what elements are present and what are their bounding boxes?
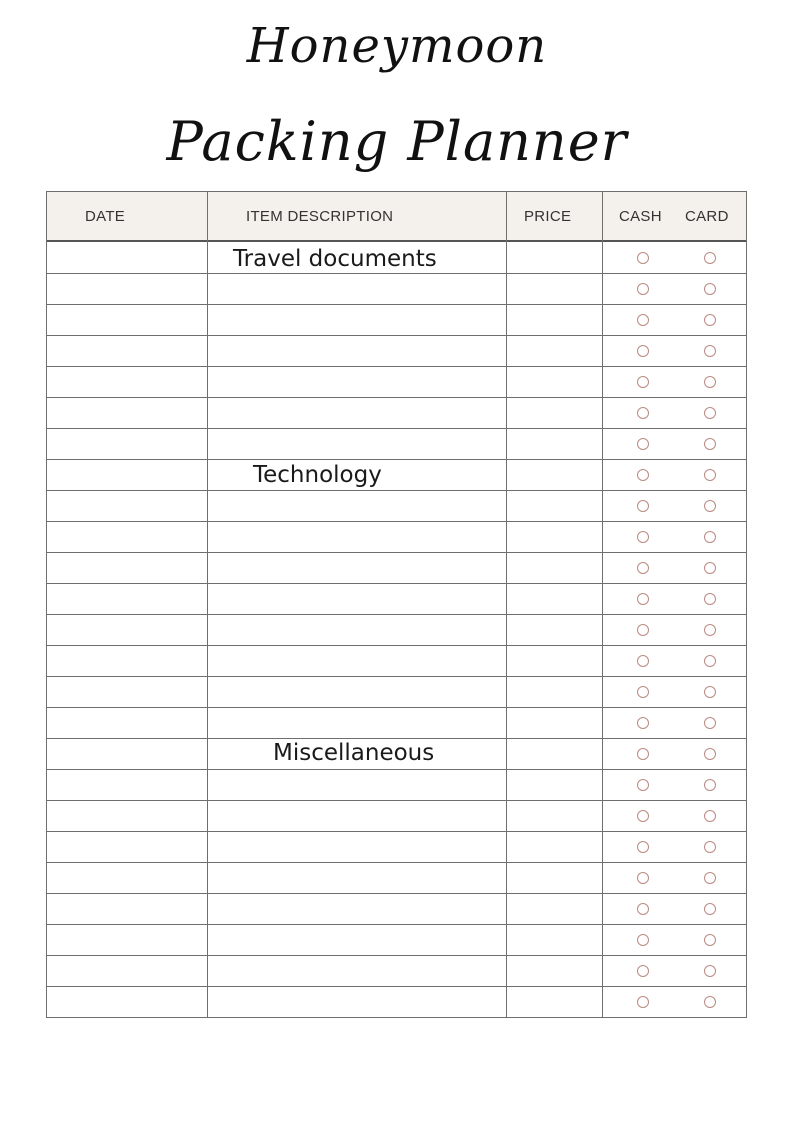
cash-radio[interactable] — [637, 283, 649, 295]
row-divider — [47, 862, 746, 863]
cash-radio[interactable] — [637, 934, 649, 946]
row-divider — [47, 428, 746, 429]
row-divider — [47, 986, 746, 987]
row-divider — [47, 924, 746, 925]
card-radio[interactable] — [704, 593, 716, 605]
column-header-card: CARD — [685, 208, 729, 225]
cash-radio[interactable] — [637, 345, 649, 357]
card-radio[interactable] — [704, 562, 716, 574]
title-line-2: Packing Planner — [166, 110, 628, 173]
card-radio[interactable] — [704, 903, 716, 915]
column-header-cash: CASH — [619, 208, 662, 225]
card-radio[interactable] — [704, 376, 716, 388]
card-radio[interactable] — [704, 252, 716, 264]
cash-radio[interactable] — [637, 562, 649, 574]
cash-radio[interactable] — [637, 717, 649, 729]
cash-radio[interactable] — [637, 376, 649, 388]
cash-radio[interactable] — [637, 655, 649, 667]
row-divider — [47, 614, 746, 615]
cash-radio[interactable] — [637, 841, 649, 853]
cash-radio[interactable] — [637, 624, 649, 636]
cash-radio[interactable] — [637, 252, 649, 264]
cash-radio[interactable] — [637, 438, 649, 450]
card-radio[interactable] — [704, 531, 716, 543]
card-radio[interactable] — [704, 624, 716, 636]
row-divider — [47, 490, 746, 491]
cash-radio[interactable] — [637, 872, 649, 884]
row-divider — [47, 769, 746, 770]
card-radio[interactable] — [704, 748, 716, 760]
row-divider — [47, 676, 746, 677]
cash-radio[interactable] — [637, 500, 649, 512]
row-divider — [47, 893, 746, 894]
column-header-item-description: ITEM DESCRIPTION — [246, 208, 394, 225]
card-radio[interactable] — [704, 872, 716, 884]
card-radio[interactable] — [704, 996, 716, 1008]
cash-radio[interactable] — [637, 965, 649, 977]
cash-radio[interactable] — [637, 469, 649, 481]
card-radio[interactable] — [704, 686, 716, 698]
cash-radio[interactable] — [637, 779, 649, 791]
cash-radio[interactable] — [637, 686, 649, 698]
card-radio[interactable] — [704, 779, 716, 791]
column-header-date: DATE — [85, 208, 126, 225]
section-label-miscellaneous: Miscellaneous — [273, 740, 435, 766]
section-label-travel-documents: Travel documents — [233, 246, 437, 272]
row-divider — [47, 707, 746, 708]
cash-radio[interactable] — [637, 407, 649, 419]
section-label-technology: Technology — [253, 462, 382, 488]
row-divider — [47, 521, 746, 522]
card-radio[interactable] — [704, 965, 716, 977]
card-radio[interactable] — [704, 407, 716, 419]
card-radio[interactable] — [704, 500, 716, 512]
column-header-price: PRICE — [524, 208, 572, 225]
card-radio[interactable] — [704, 810, 716, 822]
title-line-1: Honeymoon — [246, 18, 548, 74]
row-divider — [47, 459, 746, 460]
card-radio[interactable] — [704, 934, 716, 946]
row-divider — [47, 645, 746, 646]
row-divider — [47, 831, 746, 832]
cash-radio[interactable] — [637, 810, 649, 822]
cash-radio[interactable] — [637, 593, 649, 605]
card-radio[interactable] — [704, 283, 716, 295]
row-divider — [47, 955, 746, 956]
card-radio[interactable] — [704, 314, 716, 326]
row-divider — [47, 335, 746, 336]
cash-radio[interactable] — [637, 996, 649, 1008]
cash-radio[interactable] — [637, 748, 649, 760]
cash-radio[interactable] — [637, 531, 649, 543]
row-divider — [47, 552, 746, 553]
row-divider — [47, 304, 746, 305]
card-radio[interactable] — [704, 655, 716, 667]
card-radio[interactable] — [704, 438, 716, 450]
table-header — [47, 192, 746, 242]
row-divider — [47, 366, 746, 367]
card-radio[interactable] — [704, 841, 716, 853]
card-radio[interactable] — [704, 717, 716, 729]
packing-table — [46, 191, 747, 1018]
cash-radio[interactable] — [637, 314, 649, 326]
row-divider — [47, 583, 746, 584]
cash-radio[interactable] — [637, 903, 649, 915]
row-divider — [47, 397, 746, 398]
card-radio[interactable] — [704, 345, 716, 357]
row-divider — [47, 800, 746, 801]
card-radio[interactable] — [704, 469, 716, 481]
